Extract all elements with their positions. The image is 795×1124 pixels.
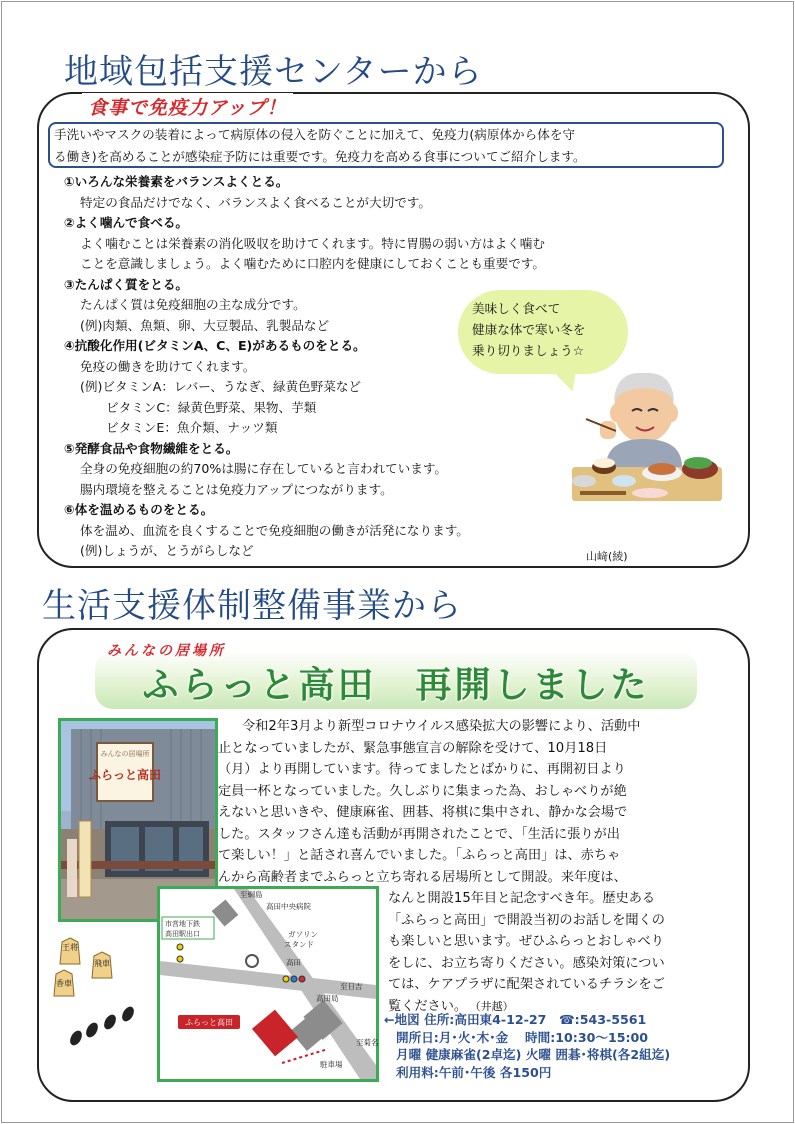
tip-text: 免疫の働きを助けてくれます。 (80, 358, 256, 374)
info-address: ←地図 住所:高田東4-12-27 ☎:543-5561 (384, 1012, 647, 1027)
article-line: 令和2年3月より新型コロナウイルス感染拡大の影響により、活動中 (242, 719, 641, 734)
tip-heading: ④抗酸化作用(ビタミンA、C、E)があるものをとる。 (64, 338, 366, 353)
tip-text: よく噛むことは栄養素の消化吸収を助けてくれます。特に胃腸の弱い方はよく噛む (80, 235, 545, 251)
tip-heading: ⑤発酵食品や食物繊維をとる。 (64, 440, 239, 456)
bubble-line: 乗り切りましょう☆ (472, 343, 585, 358)
info-fee: 利用料:午前･午後 各150円 (396, 1064, 552, 1080)
tip-text: 全身の免疫細胞の約70%は腸に存在していると言われています。 (80, 461, 448, 476)
article-bottom (388, 888, 740, 1017)
shogi-pieces-icon (50, 938, 122, 1000)
tip-heading: ①いろんな栄養素をバランスよくとる。 (64, 174, 289, 189)
article-line: て楽しい！」と話され喜んでいました。「ふらっと高田」は、赤ちゃ (218, 848, 621, 863)
map-label-post: 高田局 (316, 994, 339, 1003)
bubble-line: 健康な体で寒い冬を (472, 322, 586, 337)
tip-text: ことを意識しましょう。よく噛むために口腔内を健康にしておくことも重要です。 (80, 256, 545, 271)
access-map-drawing (160, 889, 379, 1079)
photo-sign-small: みんなの居場所 (100, 750, 150, 758)
section1-title: 地域包括支援センターから (64, 52, 483, 92)
article-line: えないと思いきや、健康麻雀、囲碁、将棋に集中され、静かな会場で (218, 805, 628, 820)
photo-sign: ふらっと高田 (88, 768, 162, 782)
section1-subtitle: 食事で免疫力アップ！ (82, 93, 293, 120)
map-label-hiyoshi: 至日吉 (340, 982, 363, 991)
article-line: した。スタッフさん達も活動が再開されたことで、「生活に張りが出 (218, 826, 620, 842)
intro-box (48, 122, 724, 168)
headline: ふらっと高田 再開しました (142, 665, 650, 706)
tip-heading: ⑥体を温めるものをとる。 (64, 502, 214, 517)
shogi-piece-label: 香車 (56, 979, 72, 988)
intro-line-2: る働き)を高めることが感染症予防には重要です。免疫力を高める食事についてご紹介します。 (54, 149, 586, 164)
tip-text: 腸内環境を整えることは免疫力アップにつながります。 (80, 481, 393, 497)
article-line: んから高齢者までふらっと立ち寄れる居場所として開設。来年度は、 (218, 869, 627, 885)
article-line: 「ふらっと高田」で開設当初のお話しを聞くの (388, 912, 665, 928)
article-line: 止となっていましたが、緊急事態宣言の解除を受けて、10月18日 (218, 740, 608, 756)
map-label-subway: 市営地下鉄 (165, 920, 200, 928)
map-label-place: ふらっと高田 (185, 1018, 233, 1027)
map-label-hospital: 高田中央病院 (266, 902, 311, 911)
article-line: 覧ください。 (388, 998, 468, 1014)
article-line: （月）より再開しています。待ってましたとばかりに、再開初日より (218, 762, 626, 777)
tip-text: たんぱく質は免疫細胞の主な成分です。 (80, 297, 306, 312)
map-label-subway-exit: 高田駅出口 (165, 930, 200, 938)
info-hours: 開所日:月･火･木･金 時間:10:30～15:00 (396, 1029, 649, 1045)
map-label-tsunashima: 至綱島 (240, 890, 263, 899)
map-label-gas-2: スタンド (284, 940, 314, 949)
tip-text: ビタミンE：魚介類、ナッツ類 (106, 420, 278, 435)
map-label-kikuna: 至菊名 (356, 1038, 379, 1047)
tip-heading: ③たんぱく質をとる。 (64, 276, 189, 292)
tip-text: (例)ビタミンA：レバー、うなぎ、緑黄色野菜など (80, 379, 362, 394)
bubble-line: 美味しく食べて (472, 301, 561, 316)
tip-text: (例)しょうが、とうがらしなど (80, 543, 254, 558)
facility-info (384, 1011, 670, 1081)
tip-text: 特定の食品だけでなく、バランスよく食べることが大切です。 (80, 194, 431, 210)
map-label-takata: 高田 (286, 958, 301, 967)
article-line: も楽しいと思います。ぜひふらっとおしゃべり (388, 934, 664, 949)
map-label-parking: 駐車場 (320, 1060, 343, 1069)
article-line: なんと開設15年目と記念すべき年。歴史ある (388, 891, 656, 906)
info-activities: 月曜 健康麻雀(2卓迄) 火曜 囲碁･将棋(各2組迄) (396, 1047, 671, 1062)
article-line: ては、ケアプラザに配架されているチラシをご (388, 977, 665, 992)
intro-line-1: 手洗いやマスクの装着によって病原体の侵入を防ぐことに加えて、免疫力(病原体から体を守 (54, 127, 576, 142)
tip-text: (例)肉類、魚類、卵、大豆製品、乳製品など (80, 317, 330, 333)
access-map (157, 886, 379, 1082)
section2-subtitle: みんなの居場所 (107, 643, 226, 659)
shogi-piece-label: 王将 (62, 943, 78, 952)
section2-title: 生活支援体制整備事業から (42, 586, 462, 626)
section2-author: （井越） (475, 999, 514, 1013)
article-top (218, 716, 738, 888)
tip-heading: ②よく噛んで食べる。 (64, 215, 189, 230)
map-label-gas: ガソリン (288, 930, 318, 939)
tip-text: 体を温め、血流を良くすることで免疫細胞の働きが活発になります。 (80, 522, 469, 538)
elderly-man-eating-illustration (566, 355, 726, 505)
tip-text: ビタミンC：緑黄色野菜、果物、芋類 (106, 399, 317, 415)
tips-list (64, 172, 545, 562)
article-line: をしに、お立ち寄りください。感染対策につい (388, 955, 665, 971)
section1-author: 山﨑(綾) (586, 550, 628, 563)
shogi-piece-label: 飛車 (94, 959, 110, 968)
footprints-icon (64, 1000, 148, 1050)
article-line: 定員一杯となっていました。久しぶりに集まった為、おしゃべりが絶 (218, 783, 627, 799)
